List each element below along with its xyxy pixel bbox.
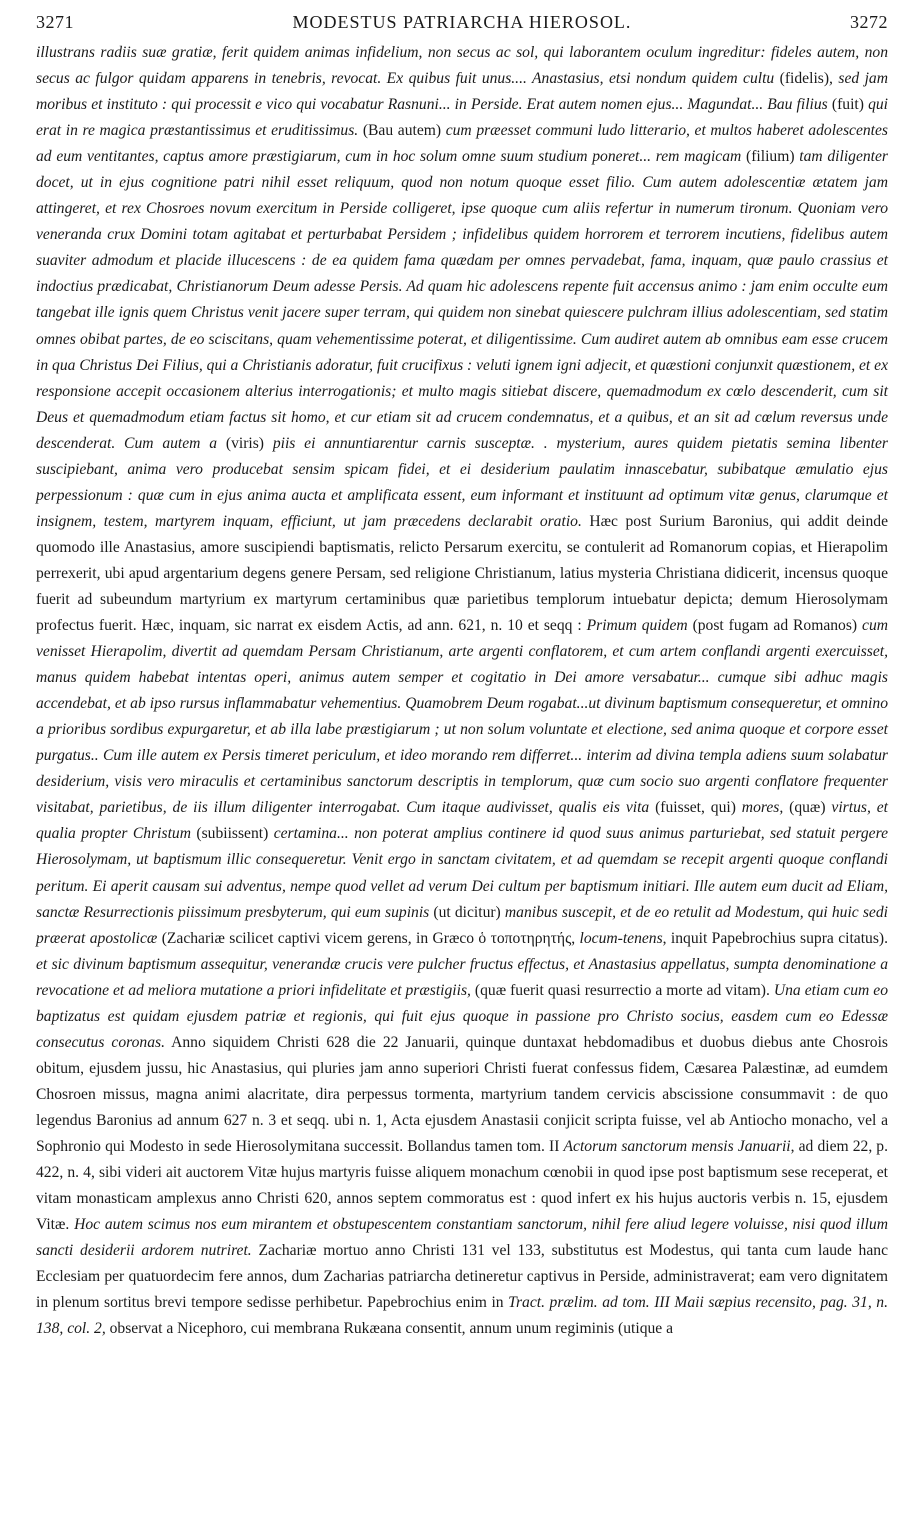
roman-text-run: (Bau autem) [362, 122, 442, 140]
italic-text-run: locum-tenens [579, 929, 663, 947]
body-text [36, 40, 888, 1342]
italic-text-run: illustrans radiis suæ gratiæ, ferit quidem animas infidelium, non secus ac sol, qui laborantem oculum ingreditur: fideles autem, non secus ac fulgor quidam apparens in tenebris, revocat. Ex quibus fuit unus.... Anastasius, etsi nondum quidem cultu [36, 44, 888, 88]
roman-text-run: observat a Nicephoro, cui membrana Rukæana consentit, annum unum regiminis (utique a [105, 1320, 674, 1338]
roman-text-run: (fuisset, qui) [655, 799, 736, 817]
roman-text-run: (fidelis) [779, 70, 830, 88]
roman-text-run: (fuit) [831, 96, 864, 114]
running-title: MODESTUS PATRIARCHA HIEROSOL. [292, 12, 632, 32]
roman-text-run: (filium) [746, 148, 795, 166]
italic-text-run: qui erat in re magica præstantissimus et eruditissimus. [36, 96, 888, 140]
italic-text-run: manibus suscepit, et de eo retulit ad Modestum, qui huic sedi præerat apostolicæ [36, 903, 888, 947]
roman-text-run: (post fugam ad Romanos) [692, 617, 858, 635]
italic-text-run: et sic divinum baptismum assequitur, venerandæ crucis vere pulcher fructus effectus, et Anastasius appellatus, sumpta denominatione a revocatione et ad meliora mutatione a priori infidelitate et præstigiis, [36, 955, 888, 999]
roman-text-run: (quæ fuerit quasi resurrectio a morte ad vitam). [474, 981, 774, 999]
roman-text-run: (viris) [225, 434, 264, 452]
roman-text-run: , ad diem 22, p. 422, n. 4, sibi videri ait auctorem Vitæ hujus martyris fuisse aliquem monachum cœnobii in quod ipse post baptismum sese receperat, et vitam monasticam amplexus anno Christi 620, annos septem commoratus est : quod infert ex his hujus auctoris verbis n. 15, ejusdem Vitæ. [36, 1137, 889, 1234]
italic-text-run: cum præesset communi ludo litterario, et multos haberet adolescentes ad eum ventitantes, captus amore præstigiarum, cum in hoc solum omne suum studium poneret... rem magicam [36, 122, 888, 166]
column-number-right: 3272 [850, 12, 888, 32]
italic-text-run: , sed jam moribus et instituto : qui processit e vico qui vocabatur Rasnuni... in Perside. Erat autem nomen ejus... Magundat... Bau filius [36, 70, 888, 114]
page-header [36, 12, 888, 40]
roman-text-run: Hæc post Surium Baronius, qui addit deinde quomodo ille Anastasius, amore suscipiendi baptismatis, relicto Persarum exercitu, se contulerit ad Romanorum copias, et Hierapolim perrexerit, ubi apud argentarium degens genere Persam, sed religione Christianum, latius mysteria Christiana didicerit, incensus quoque fuerit ad subeundum martyrium ex martyrum certaminibus quæ parietibus templorum intuebatur depicta; demum Hierosolymam profectus fuerit. Hæc, inquam, sic narrat ex eisdem Actis, ad ann. 621, n. 10 et seqq : [36, 512, 888, 635]
roman-text-run: , inquit Papebrochius supra citatus). [662, 929, 888, 947]
italic-text-run: Una etiam cum eo baptizatus est quidam ejusdem patriæ et regionis, qui fuit ejus quoque in passione pro Christo socius, easdem cum eo Edessæ consecutus coronas. [36, 981, 888, 1051]
italic-text-run: cum venisset Hierapolim, divertit ad quemdam Persam Christianum, arte argenti conflatorem, et cum artem conflandi argenti exercuisset, manus quidem habebat intentas operi, animus autem semper et cogitatio in Dei amore versabatur... cumque sibi adhuc magis accendebat, et ab ipso rursus inflammabatur vehementius. Quamobrem Deum rogabat...ut divinum baptismum consequeretur, et omnino a prioribus sordibus expurgaretur, et ab illa labe præstigiarum ; ut non solum voluntate et electione, sed anima quoque et corpore esset purgatus.. Cum ille autem ex Persis timeret periculum, et ideo morando rem differret... interim ad divina templa adiens suum solabatur desiderium, visis vero miraculis et certaminibus sanctorum descriptis in templorum, quæ cum socio suo argenti conflatore frequenter visitabat, parietibus, de iis illum diligenter interrogabat. Cum itaque audivisset, qualis eis vita [36, 617, 889, 817]
column-number-left: 3271 [36, 12, 74, 32]
italic-text-run: tam diligenter docet, ut in ejus cognitione patri nihil esset reliquum, quod non notum quoque esset filio. Cum autem adolescentiæ ætatem jam attingeret, et rex Chosroes novum exercitum in Perside colligeret, ipse quoque cum aliis refertur in numerum tironum. Quoniam vero veneranda crux Domini totam agitabat et perturbabat Persidem ; infidelibus quidem horrorem et terrorem incutiens, fidelibus autem suaviter admodum et placide illucescens : de ea quidem fama quædam per omnes pervadebat, fama, inquam, quæ paulo crassius et indoctius prædicabat, Christianorum Deum adesse Persis. Ad quam hic adolescens repente fuit accensus animo : jam enim occulte eum tangebat ille ignis quem Christus venit jacere super terram, qui quidem non sinebat quiescere pulchram illius adolescentiam, sed statim omnes obibat partes, de eo sciscitans, quam vehementissime poterat, et diligentissime. Cum audiret autem ab omnibus eam esse crucem in qua Christus Dei Filius, qui a Christianis adoratur, fuit crucifixus : veluti ignem igni adjecit, et quæstioni conjunxit quæstionem, et ex responsione accepit occasionem alterius interrogationis; et multo magis sitiebat discere, quemadmodum ex cœlo descenderit, cum sit Deus et quemadmodum etiam factus sit homo, et cur etiam sit ad crucem condemnatus, et a quibus, et an sit ad cœlum reversus unde descenderat. Cum autem a [36, 148, 888, 452]
italic-text-run: Hoc autem scimus nos eum mirantem et obstupescentem constantiam sanctorum, nihil fere aliud legere voluisse, nisi quod illum sancti desiderii ardorem nutriret. [36, 1216, 888, 1260]
italic-text-run: virtus, et qualia propter Christum [36, 799, 888, 843]
roman-text-run: (ut dicitur) [433, 903, 501, 921]
italic-text-run: Actorum sanctorum mensis Januarii [563, 1137, 791, 1155]
italic-text-run: mores, [735, 799, 790, 817]
italic-text-run: Primum quidem [586, 617, 693, 635]
roman-text-run: (Zachariæ scilicet captivi vicem gerens, in Græco ὁ τοποτηρητής, [161, 929, 580, 947]
roman-text-run: (quæ) [789, 799, 826, 817]
italic-text-run: certamina... non poterat amplius continere id quod suus animus parturiebat, sed statuit pergere Hierosolymam, ut baptismum illic consequeretur. Venit ergo in sanctam civitatem, et ad quemdam se recepit argenti quoque conflandi peritum. Ei aperit causam sui adventus, nempe quod vellet ad verum Dei cultum per baptismum initiari. Ille autem eum ducit ad Eliam, sanctæ Resurrectionis piissimum presbyterum, qui eum supinis [36, 825, 889, 921]
italic-text-run: Tract. prælim. ad tom. III Maii sæpius recensito, pag. 31, n. 138, col. 2, [36, 1294, 888, 1338]
roman-text-run: (subiissent) [196, 825, 269, 843]
roman-text-run: Zachariæ mortuo anno Christi 131 vel 133, substitutus est Modestus, qui tanta cum laude hanc Ecclesiam per quatuordecim fere annos, dum Zacharias patriarcha detineretur captivus in Perside, administraverat; eam vero dignitatem in plenum sortitus brevi tempore sedisse perhibetur. Papebrochius enim in [36, 1242, 888, 1312]
roman-text-run: Anno siquidem Christi 628 die 22 Januarii, quinque duntaxat hebdomadibus et duobus diebus ante Chosrois obitum, ejusdem jussu, hic Anastasius, qui pluries jam anno superiori Christi fuerat confessus fidem, Cæsarea Palæstinæ, ad eumdem Chosroen missus, magna animi alacritate, dira perpessus tormenta, martyrium tandem cervicis abscissione consummavit : de quo legendus Baronius ad annum 627 n. 3 et seqq. ubi n. 1, Acta ejusdem Anastasii conjicit scripta fuisse, vel ab Antiocho monacho, vel a Sophronio qui Modesto in sede Hierosolymitana successit. Bollandus tamen tom. II [36, 1033, 888, 1155]
italic-text-run: piis ei annuntiarentur carnis susceptæ. . mysterium, aures quidem pietatis semina libenter suscipiebant, anima vero producebat sensim spicam fidei, et ei desiderium paulatim innascebatur, subibatque æmulatio ejus perpessionum : quæ cum in ejus anima aucta et amplificata essent, eum informant et instituunt ad optimum vitæ genus, clarumque et insignem, testem, martyrem inquam, efficiunt, ut jam præcedens declarabit oratio. [36, 434, 888, 530]
